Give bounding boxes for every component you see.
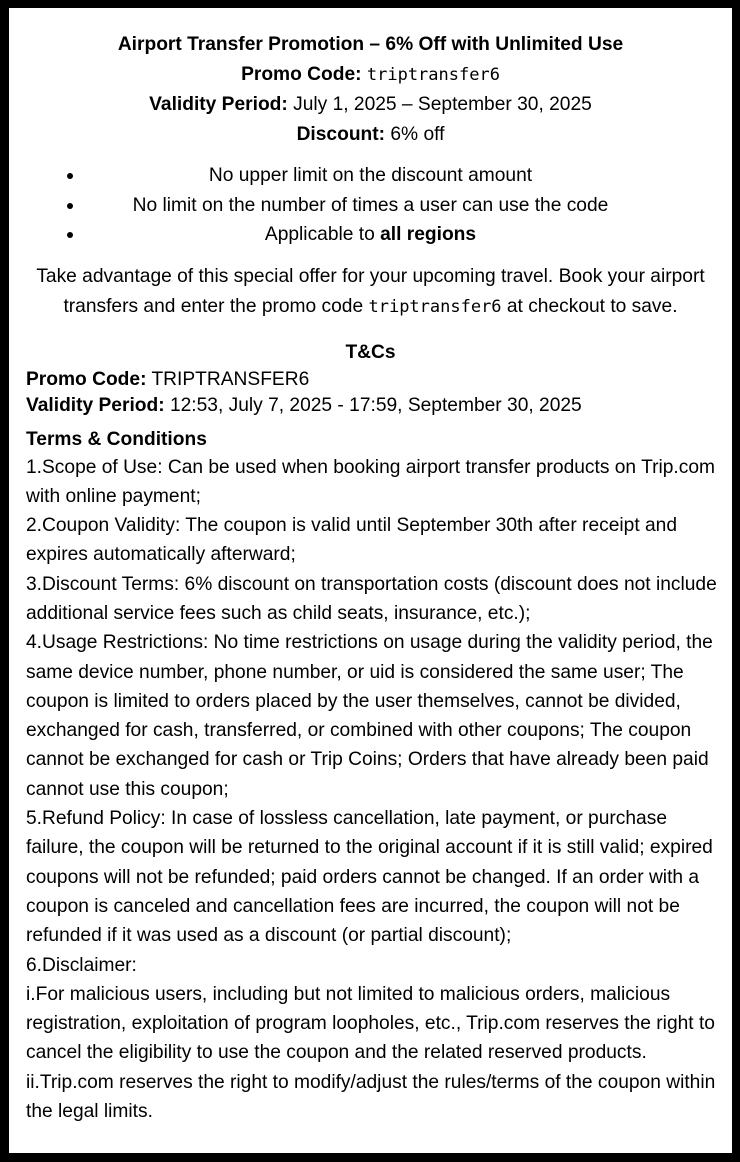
term-item: 6.Disclaimer:	[26, 954, 137, 976]
term-item: 4.Usage Restrictions: No time restrictions on usage during the validity period, the same device number, phone number, or uid is considered the same user; The coupon is limited to orders placed by the user themselves, cannot be divided, exchanged for cash, transferred, or combined with other coupons; The coupon cannot be exchanged for cash or Trip Coins; Orders that have already been paid cannot use this coupon;	[26, 632, 713, 800]
validity-line	[9, 90, 732, 120]
term-item: 3.Discount Terms: 6% discount on transportation costs (discount does not include additional service fees such as child seats, insurance, etc.);	[26, 573, 717, 624]
validity-value: July 1, 2025 – September 30, 2025	[287, 94, 592, 115]
tcs-validity-label: Validity Period:	[26, 394, 165, 416]
promo-code-label: Promo Code:	[241, 63, 362, 85]
term-item: 5.Refund Policy: In case of lossless cancellation, late payment, or purchase failure, the coupon will be returned to the original account if it is still valid; expired coupons will not be refunded; paid orders cannot be changed. If an order with a coupon is canceled and cancellation fees are incurred, the coupon will not be refunded if it was used as a discount (or partial discount);	[26, 808, 713, 947]
validity-label: Validity Period:	[149, 94, 288, 115]
term-item: 1.Scope of Use: Can be used when booking airport transfer products on Trip.com with online payment;	[26, 456, 715, 507]
discount-line	[9, 120, 732, 150]
promo-header	[9, 30, 732, 149]
promo-code-value: triptransfer6	[366, 64, 500, 85]
term-subitem: ii.Trip.com reserves the right to modify/adjust the rules/terms of the coupon within the legal limits.	[26, 1071, 716, 1123]
tcs-code-line	[26, 367, 724, 393]
promo-paragraph: Take advantage of this special offer for your upcoming travel. Book your airport transfers and enter the promo code triptransfer6 at checkout to save.	[36, 265, 705, 317]
list-item: Applicable to all regions	[9, 220, 732, 250]
inline-promo-code: triptransfer6	[368, 296, 502, 317]
term-subitem: i.For malicious users, including but not limited to malicious orders, malicious registration, exploitation of program loopholes, etc., Trip.com reserves the right to cancel the eligibility to use the coupon and the related reserved products.	[26, 983, 715, 1064]
document-page	[9, 8, 732, 1153]
terms-section	[26, 367, 732, 1127]
tcs-code-label: Promo Code:	[26, 368, 147, 390]
bullet-icon	[67, 232, 73, 238]
tcs-heading: T&Cs	[345, 341, 396, 363]
tcs-validity-line	[26, 393, 724, 419]
benefit-list	[9, 161, 732, 250]
bullet-icon	[67, 173, 73, 179]
bullet-icon	[67, 203, 73, 209]
promo-title: Airport Transfer Promotion – 6% Off with Unlimited Use	[117, 34, 624, 55]
terms-heading: Terms & Conditions	[26, 428, 207, 450]
promo-code-line	[9, 60, 732, 91]
tcs-validity-value: 12:53, July 7, 2025 - 17:59, September 30, 2025	[164, 394, 582, 416]
list-item: No upper limit on the discount amount	[9, 161, 732, 191]
discount-label: Discount:	[296, 123, 386, 145]
list-item: No limit on the number of times a user can use the code	[9, 191, 732, 221]
discount-value: 6% off	[385, 123, 445, 145]
term-item: 2.Coupon Validity: The coupon is valid until September 30th after receipt and expires automatically afterward;	[26, 515, 677, 566]
tcs-code-value: TRIPTRANSFER6	[146, 368, 310, 390]
